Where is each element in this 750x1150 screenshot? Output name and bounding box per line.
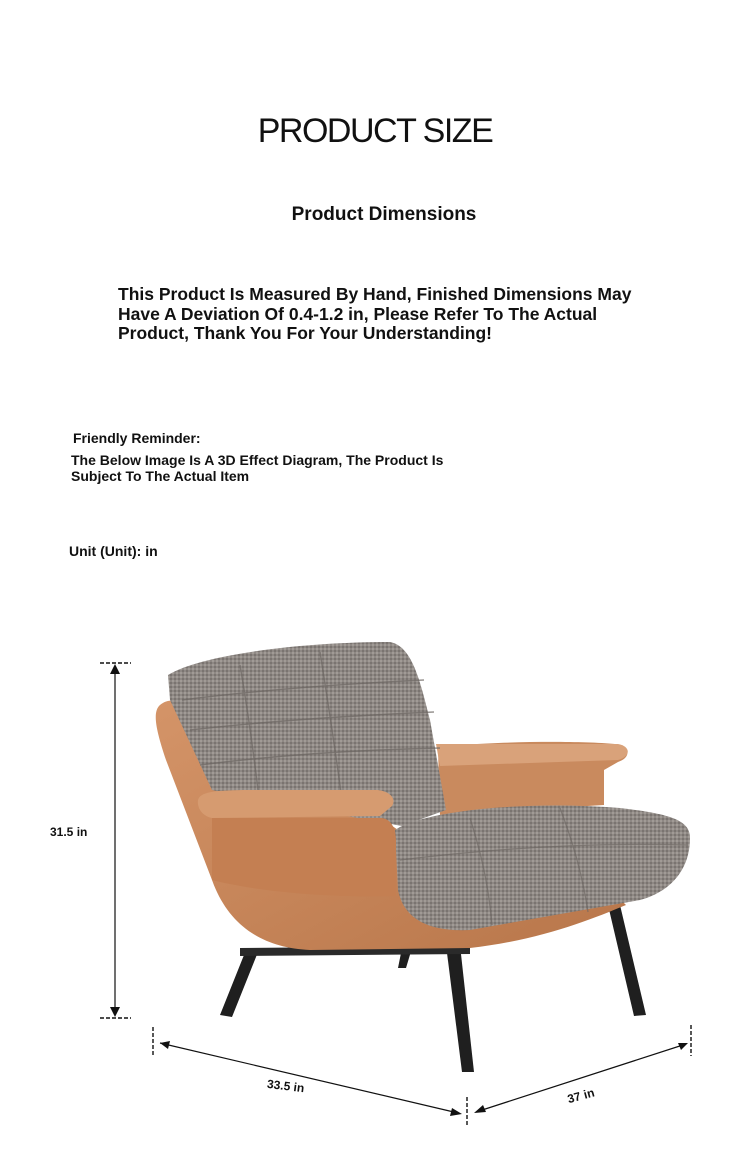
height-label: 31.5 in	[50, 825, 88, 839]
section-subtitle: Product Dimensions	[291, 204, 477, 225]
reminder-body: The Below Image Is A 3D Effect Diagram, The Product Is Subject To The Actual Item	[71, 452, 444, 484]
chair-arm-left	[198, 790, 394, 818]
chair-leg-front-left	[220, 950, 258, 1017]
height-dimension	[100, 663, 131, 1018]
chair-seat-cushion	[395, 805, 690, 930]
arrow-down-icon	[110, 1007, 120, 1017]
arrow-left-down-icon	[474, 1105, 486, 1113]
chair-leg-back-right	[608, 905, 646, 1016]
arrow-right-up-icon	[678, 1043, 688, 1050]
armchair-image	[156, 642, 690, 1072]
depth-label: 37 in	[565, 1085, 596, 1107]
arrow-left-icon	[160, 1041, 170, 1049]
width-label: 33.5 in	[266, 1076, 306, 1096]
arrow-right-icon	[450, 1108, 462, 1116]
unit-label: Unit (Unit): in	[69, 543, 158, 559]
chair-leg-front-right	[446, 945, 474, 1072]
chair-arm-left-side	[212, 818, 396, 896]
page-title: PRODUCT SIZE	[257, 112, 493, 150]
measurement-notice: This Product Is Measured By Hand, Finished Dimensions May Have A Deviation Of 0.4-1.2 in, Please Refer To The Actual Product, Thank You For Your Understanding!	[118, 284, 632, 343]
reminder-title: Friendly Reminder:	[73, 430, 201, 446]
width-dimension	[153, 1027, 467, 1127]
arrow-up-icon	[110, 664, 120, 674]
